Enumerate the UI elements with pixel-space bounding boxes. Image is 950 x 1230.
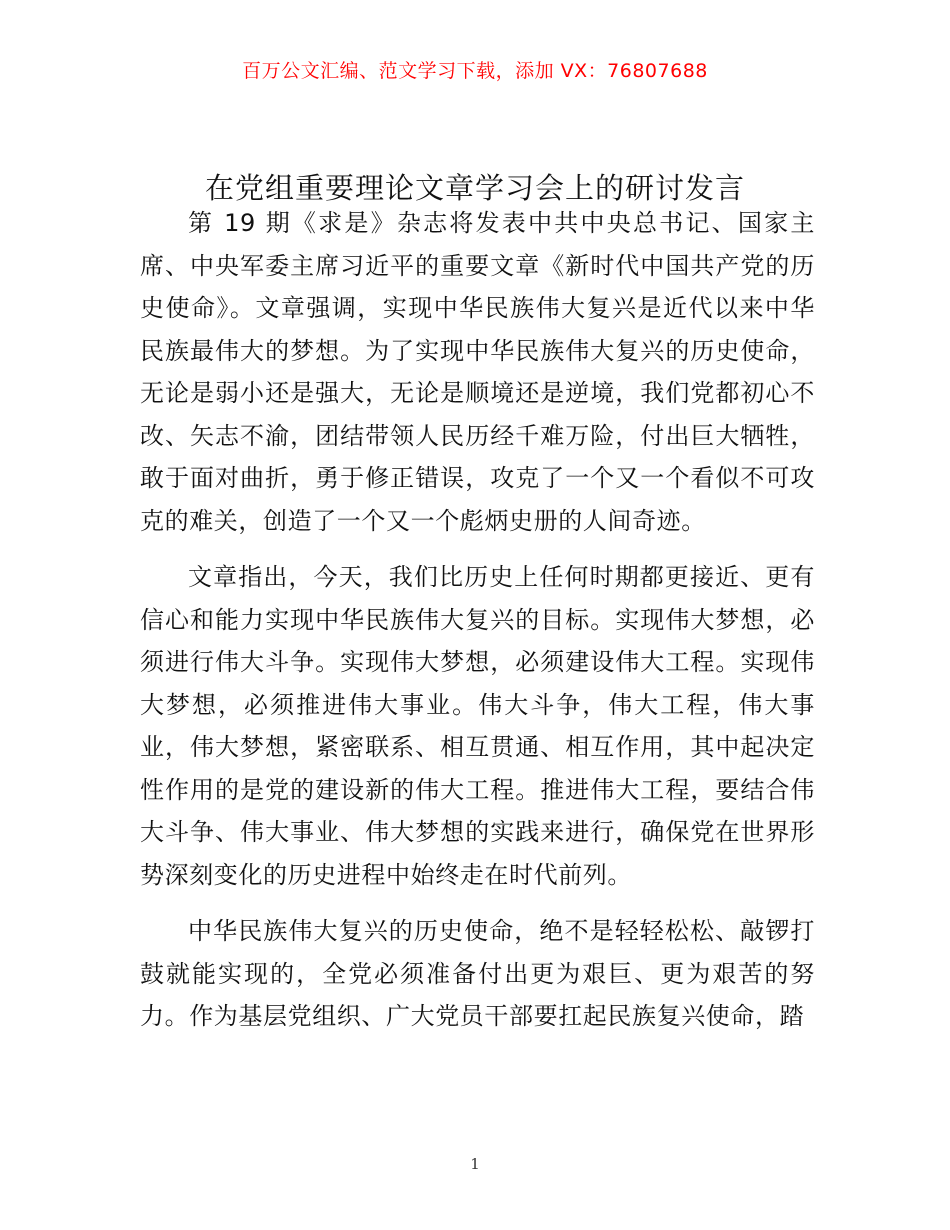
- paragraph-1: 第 19 期《求是》杂志将发表中共中央总书记、国家主席、中央军委主席习近平的重要文章《新时代中国共产党的历史使命》。文章强调，实现中华民族伟大复兴是近代以来中华民族最伟大的梦想。为了实现中华民族伟大复兴的历史使命，无论是弱小还是强大，无论是顺境还是逆境，我们党都初心不改、矢志不渝，团结带领人民历经千难万险，付出巨大牺牲，敢于面对曲折，勇于修正错误，攻克了一个又一个看似不可攻克的难关，创造了一个又一个彪炳史册的人间奇迹。: [140, 209, 815, 535]
- page-number: 1: [470, 1155, 480, 1173]
- document-title: 在党组重要理论文章学习会上的研讨发言: [204, 171, 745, 205]
- header-banner: 百万公文汇编、范文学习下载，添加 VX：76807688: [242, 60, 708, 82]
- paragraph-2: 文章指出，今天，我们比历史上任何时期都更接近、更有信心和能力实现中华民族伟大复兴的目标。实现伟大梦想，必须进行伟大斗争。实现伟大梦想，必须建设伟大工程。实现伟大梦想，必须推进伟大事业。伟大斗争，伟大工程，伟大事业，伟大梦想，紧密联系、相互贯通、相互作用，其中起决定性作用的是党的建设新的伟大工程。推进伟大工程，要结合伟大斗争、伟大事业、伟大梦想的实践来进行，确保党在世界形势深刻变化的历史进程中始终走在时代前列。: [140, 563, 815, 889]
- paragraph-3: 中华民族伟大复兴的历史使命，绝不是轻轻松松、敲锣打鼓就能实现的，全党必须准备付出更为艰巨、更为艰苦的努力。作为基层党组织、广大党员干部要扛起民族复兴使命，踏: [140, 917, 815, 1030]
- document-body: [140, 202, 815, 1052]
